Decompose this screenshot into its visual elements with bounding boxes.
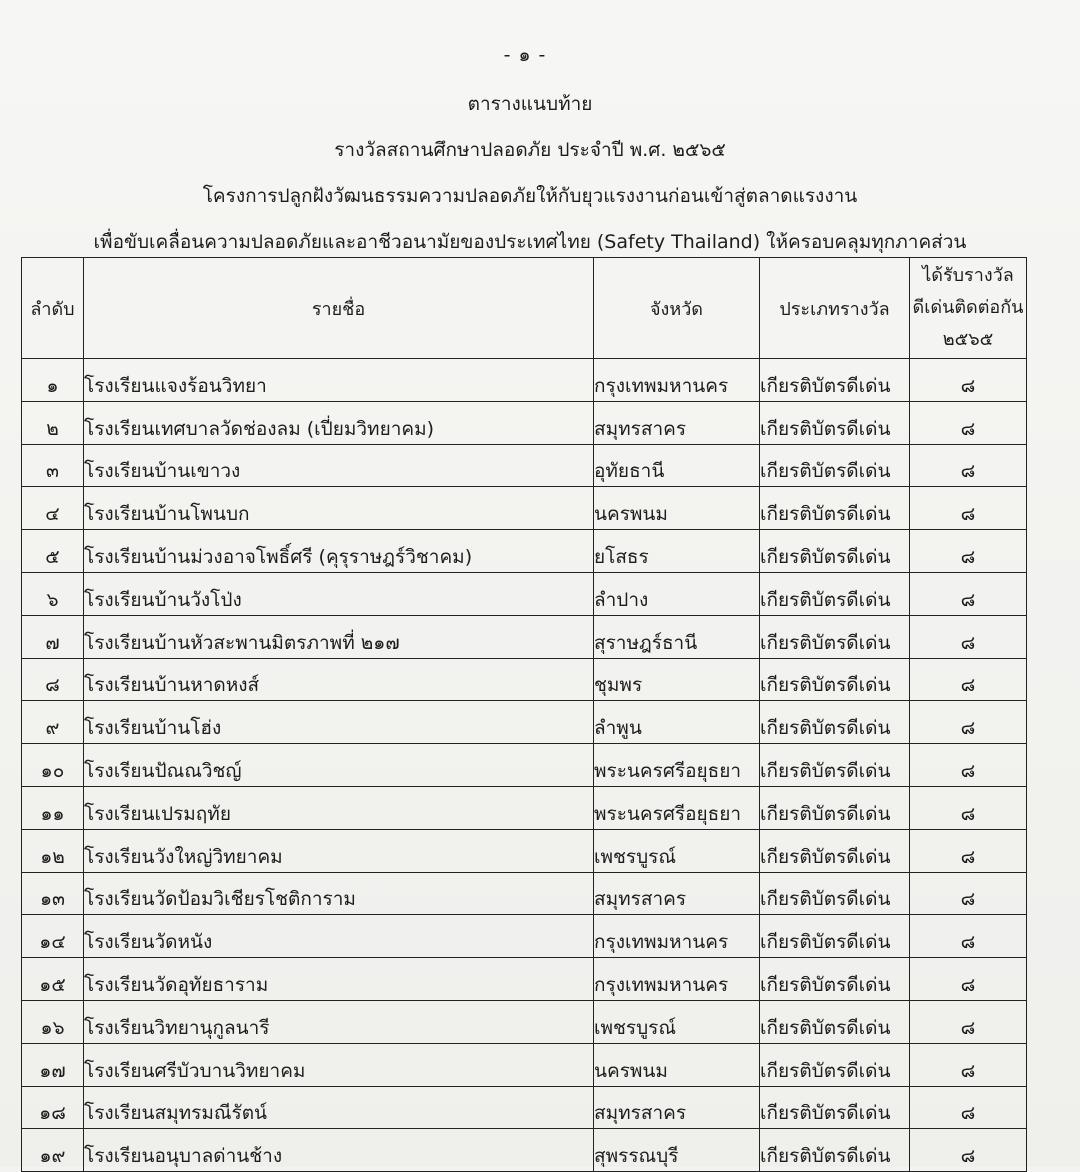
cell-province: อุทัยธานี [594, 444, 760, 487]
cell-continuous: ๘ [910, 487, 1027, 530]
cell-award-type: เกียรติบัตรดีเด่น [760, 958, 910, 1001]
table-row [22, 1000, 1027, 1043]
cell-award-type: เกียรติบัตรดีเด่น [760, 1086, 910, 1129]
cell-province: สุพรรณบุรี [594, 1129, 760, 1172]
cell-seq: ๑๙ [22, 1129, 84, 1172]
table-row [22, 444, 1027, 487]
cell-continuous: ๘ [910, 786, 1027, 829]
cell-award-type: เกียรติบัตรดีเด่น [760, 1129, 910, 1172]
cell-province: เพชรบูรณ์ [594, 1000, 760, 1043]
cell-name: โรงเรียนสมุทรมณีรัตน์ [84, 1086, 594, 1129]
heading-award-title: รางวัลสถานศึกษาปลอดภัย ประจำปี พ.ศ. ๒๕๖๕ [334, 139, 726, 161]
cell-province: สมุทรสาคร [594, 872, 760, 915]
table-row [22, 915, 1027, 958]
cell-name: โรงเรียนวัดอุทัยธาราม [84, 958, 594, 1001]
cell-continuous: ๘ [910, 572, 1027, 615]
table-row [22, 615, 1027, 658]
cell-continuous: ๘ [910, 872, 1027, 915]
cell-award-type: เกียรติบัตรดีเด่น [760, 872, 910, 915]
cell-continuous: ๘ [910, 615, 1027, 658]
cell-province: สมุทรสาคร [594, 1086, 760, 1129]
cell-continuous: ๘ [910, 701, 1027, 744]
cell-continuous: ๘ [910, 1043, 1027, 1086]
table-row [22, 359, 1027, 402]
cell-continuous: ๘ [910, 915, 1027, 958]
cell-seq: ๑ [22, 359, 84, 402]
cell-award-type: เกียรติบัตรดีเด่น [760, 615, 910, 658]
table-row [22, 701, 1027, 744]
cell-seq: ๑๑ [22, 786, 84, 829]
heading-attachment-table: ตารางแนบท้าย [467, 93, 593, 115]
cell-province: สุราษฎร์ธานี [594, 615, 760, 658]
cell-seq: ๗ [22, 615, 84, 658]
heading-project-purpose: เพื่อขับเคลื่อนความปลอดภัยและอาชีวอนามัยของประเทศไทย (Safety Thailand) ให้ครอบคลุมทุกภาคส่วน [93, 231, 967, 253]
cell-award-type: เกียรติบัตรดีเด่น [760, 829, 910, 872]
cell-name: โรงเรียนวิทยานุกูลนารี [84, 1000, 594, 1043]
cell-seq: ๓ [22, 444, 84, 487]
cell-seq: ๙ [22, 701, 84, 744]
table-row [22, 572, 1027, 615]
header-continuous-line3: ๒๕๖๕ [942, 329, 994, 350]
cell-seq: ๑๔ [22, 915, 84, 958]
cell-award-type: เกียรติบัตรดีเด่น [760, 915, 910, 958]
page-number: - ๑ - [503, 44, 547, 66]
cell-seq: ๑๕ [22, 958, 84, 1001]
cell-award-type: เกียรติบัตรดีเด่น [760, 487, 910, 530]
cell-province: ลำปาง [594, 572, 760, 615]
table-row [22, 530, 1027, 573]
heading-project-title: โครงการปลูกฝังวัฒนธรรมความปลอดภัยให้กับยุวแรงงานก่อนเข้าสู่ตลาดแรงงาน [202, 185, 858, 207]
table-row [22, 401, 1027, 444]
cell-province: ชุมพร [594, 658, 760, 701]
cell-seq: ๕ [22, 530, 84, 573]
cell-award-type: เกียรติบัตรดีเด่น [760, 701, 910, 744]
header-name: รายชื่อ [84, 258, 594, 359]
cell-province: ลำพูน [594, 701, 760, 744]
cell-seq: ๔ [22, 487, 84, 530]
table-row [22, 1129, 1027, 1172]
cell-name: โรงเรียนปัณณวิชญ์ [84, 744, 594, 787]
cell-province: กรุงเทพมหานคร [594, 958, 760, 1001]
table-row [22, 658, 1027, 701]
header-seq: ลำดับ [22, 258, 84, 359]
cell-name: โรงเรียนบ้านเขาวง [84, 444, 594, 487]
cell-seq: ๘ [22, 658, 84, 701]
cell-name: โรงเรียนศรีบัวบานวิทยาคม [84, 1043, 594, 1086]
cell-province: กรุงเทพมหานคร [594, 915, 760, 958]
header-award-type: ประเภทรางวัล [760, 258, 910, 359]
cell-continuous: ๘ [910, 658, 1027, 701]
cell-continuous: ๘ [910, 829, 1027, 872]
cell-award-type: เกียรติบัตรดีเด่น [760, 1000, 910, 1043]
table-row [22, 744, 1027, 787]
table-row [22, 1043, 1027, 1086]
cell-province: พระนครศรีอยุธยา [594, 786, 760, 829]
cell-name: โรงเรียนบ้านหัวสะพานมิตรภาพที่ ๒๑๗ [84, 615, 594, 658]
cell-continuous: ๘ [910, 359, 1027, 402]
cell-seq: ๖ [22, 572, 84, 615]
table-row [22, 786, 1027, 829]
cell-award-type: เกียรติบัตรดีเด่น [760, 444, 910, 487]
table-row [22, 872, 1027, 915]
cell-name: โรงเรียนวัดป้อมวิเชียรโชติการาม [84, 872, 594, 915]
cell-continuous: ๘ [910, 530, 1027, 573]
cell-name: โรงเรียนบ้านม่วงอาจโพธิ์ศรี (คุรุราษฎร์วิชาคม) [84, 530, 594, 573]
table-row [22, 1086, 1027, 1129]
header-continuous-line2: ดีเด่นติดต่อกัน [912, 297, 1024, 318]
cell-name: โรงเรียนแจงร้อนวิทยา [84, 359, 594, 402]
cell-seq: ๑๖ [22, 1000, 84, 1043]
cell-continuous: ๘ [910, 444, 1027, 487]
cell-seq: ๑๓ [22, 872, 84, 915]
cell-award-type: เกียรติบัตรดีเด่น [760, 658, 910, 701]
cell-seq: ๒ [22, 401, 84, 444]
cell-name: โรงเรียนบ้านโฮ่ง [84, 701, 594, 744]
cell-province: พระนครศรีอยุธยา [594, 744, 760, 787]
cell-award-type: เกียรติบัตรดีเด่น [760, 530, 910, 573]
cell-province: เพชรบูรณ์ [594, 829, 760, 872]
table-header-row [22, 258, 1027, 359]
cell-name: โรงเรียนบ้านหาดหงส์ [84, 658, 594, 701]
cell-name: โรงเรียนเทศบาลวัดช่องลม (เปี่ยมวิทยาคม) [84, 401, 594, 444]
cell-province: นครพนม [594, 487, 760, 530]
cell-continuous: ๘ [910, 1000, 1027, 1043]
table-row [22, 829, 1027, 872]
cell-name: โรงเรียนบ้านวังโป่ง [84, 572, 594, 615]
table-row [22, 487, 1027, 530]
cell-award-type: เกียรติบัตรดีเด่น [760, 786, 910, 829]
cell-name: โรงเรียนวังใหญ่วิทยาคม [84, 829, 594, 872]
cell-province: สมุทรสาคร [594, 401, 760, 444]
header-province: จังหวัด [594, 258, 760, 359]
cell-continuous: ๘ [910, 1129, 1027, 1172]
cell-name: โรงเรียนบ้านโพนบก [84, 487, 594, 530]
cell-award-type: เกียรติบัตรดีเด่น [760, 359, 910, 402]
table-row [22, 958, 1027, 1001]
cell-continuous: ๘ [910, 1086, 1027, 1129]
cell-award-type: เกียรติบัตรดีเด่น [760, 572, 910, 615]
cell-award-type: เกียรติบัตรดีเด่น [760, 744, 910, 787]
cell-province: กรุงเทพมหานคร [594, 359, 760, 402]
cell-seq: ๑๗ [22, 1043, 84, 1086]
cell-continuous: ๘ [910, 401, 1027, 444]
cell-province: นครพนม [594, 1043, 760, 1086]
cell-name: โรงเรียนเปรมฤทัย [84, 786, 594, 829]
header-continuous [910, 258, 1027, 359]
cell-seq: ๑๒ [22, 829, 84, 872]
cell-seq: ๑๘ [22, 1086, 84, 1129]
cell-name: โรงเรียนวัดหนัง [84, 915, 594, 958]
cell-name: โรงเรียนอนุบาลด่านช้าง [84, 1129, 594, 1172]
cell-award-type: เกียรติบัตรดีเด่น [760, 401, 910, 444]
cell-province: ยโสธร [594, 530, 760, 573]
cell-award-type: เกียรติบัตรดีเด่น [760, 1043, 910, 1086]
table-body [22, 359, 1027, 1172]
header-continuous-line1: ได้รับรางวัล [922, 265, 1014, 286]
awards-table [21, 257, 1027, 1172]
cell-continuous: ๘ [910, 958, 1027, 1001]
cell-continuous: ๘ [910, 744, 1027, 787]
cell-seq: ๑๐ [22, 744, 84, 787]
